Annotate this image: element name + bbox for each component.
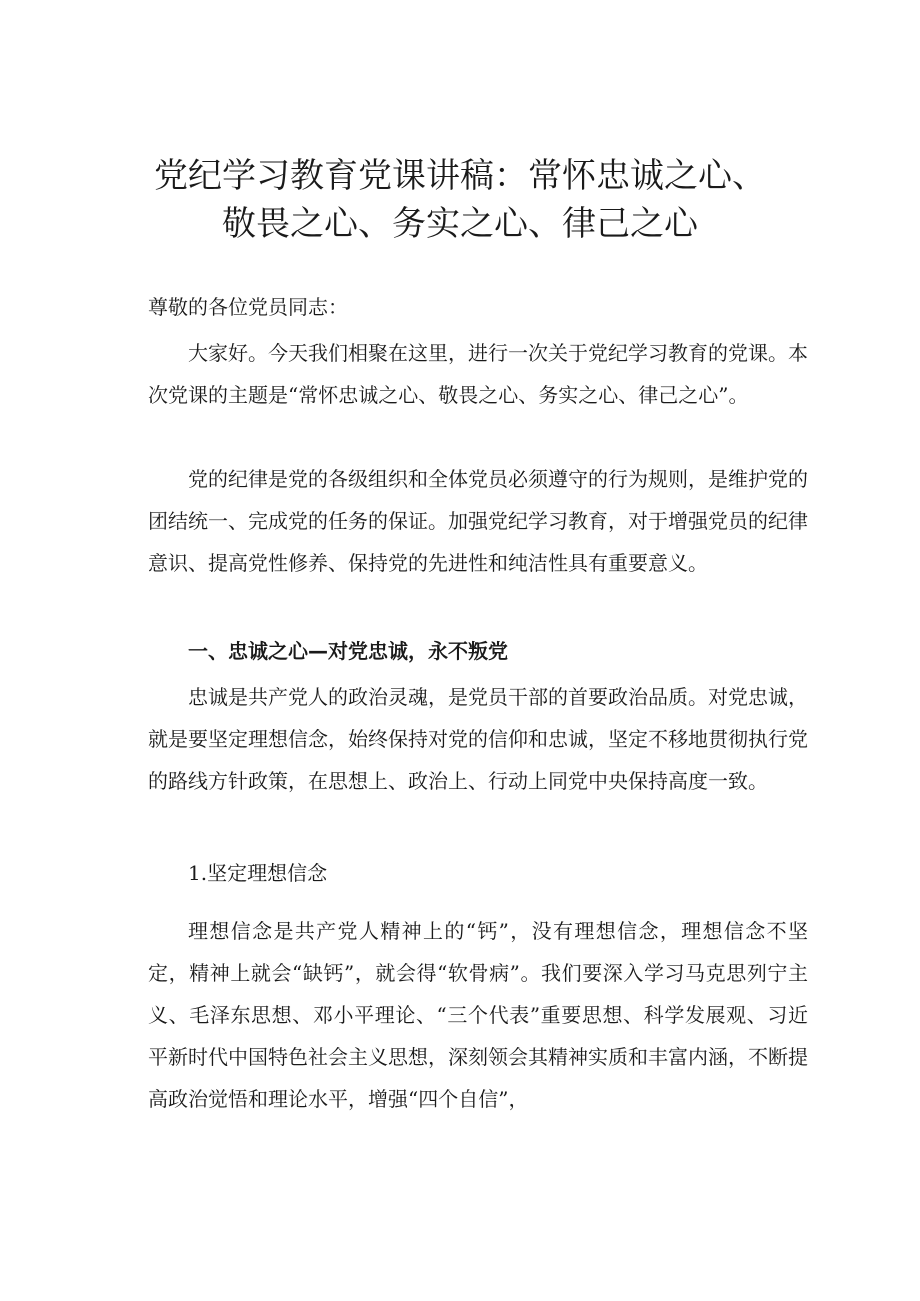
paragraph-loyalty: 忠诚是共产党人的政治灵魂，是党员干部的首要政治品质。对党忠诚，就是要坚定理想信念，始终保持对党的信仰和忠诚，坚定不移地贯彻执行党的路线方针政策，在思想上、政治上、行动上同党中央保持高度一致。: [148, 685, 808, 793]
document-title: [100, 152, 820, 248]
salutation: 尊敬的各位党员同志：: [148, 295, 348, 319]
paragraph-intro: 大家好。今天我们相聚在这里，进行一次关于党纪学习教育的党课。本次党课的主题是“常怀忠诚之心、敬畏之心、务实之心、律己之心”。: [148, 341, 808, 407]
paragraph-discipline: 党的纪律是党的各级组织和全体党员必须遵守的行为规则，是维护党的团结统一、完成党的任务的保证。加强党纪学习教育，对于增强党员的纪律意识、提高党性修养、保持党的先进性和纯洁性具有重要意义。: [148, 467, 808, 575]
subsection-heading-ideals: 1.坚定理想信念: [188, 861, 328, 885]
title-line-1: 党纪学习教育党课讲稿：常怀忠诚之心、: [154, 156, 766, 196]
paragraph-ideals: 理想信念是共产党人精神上的“钙”，没有理想信念，理想信念不坚定，精神上就会“缺钙”，就会得“软骨病”。我们要深入学习马克思列宁主义、毛泽东思想、邓小平理论、“三个代表”重要思想、科学发展观、习近平新时代中国特色社会主义思想，深刻领会其精神实质和丰富内涵，不断提高政治觉悟和理论水平，增强“四个自信”，: [148, 919, 808, 1111]
section-heading-loyalty: 一、忠诚之心—对党忠诚，永不叛党: [188, 639, 508, 663]
title-line-2: 敬畏之心、务实之心、律己之心: [222, 204, 698, 244]
